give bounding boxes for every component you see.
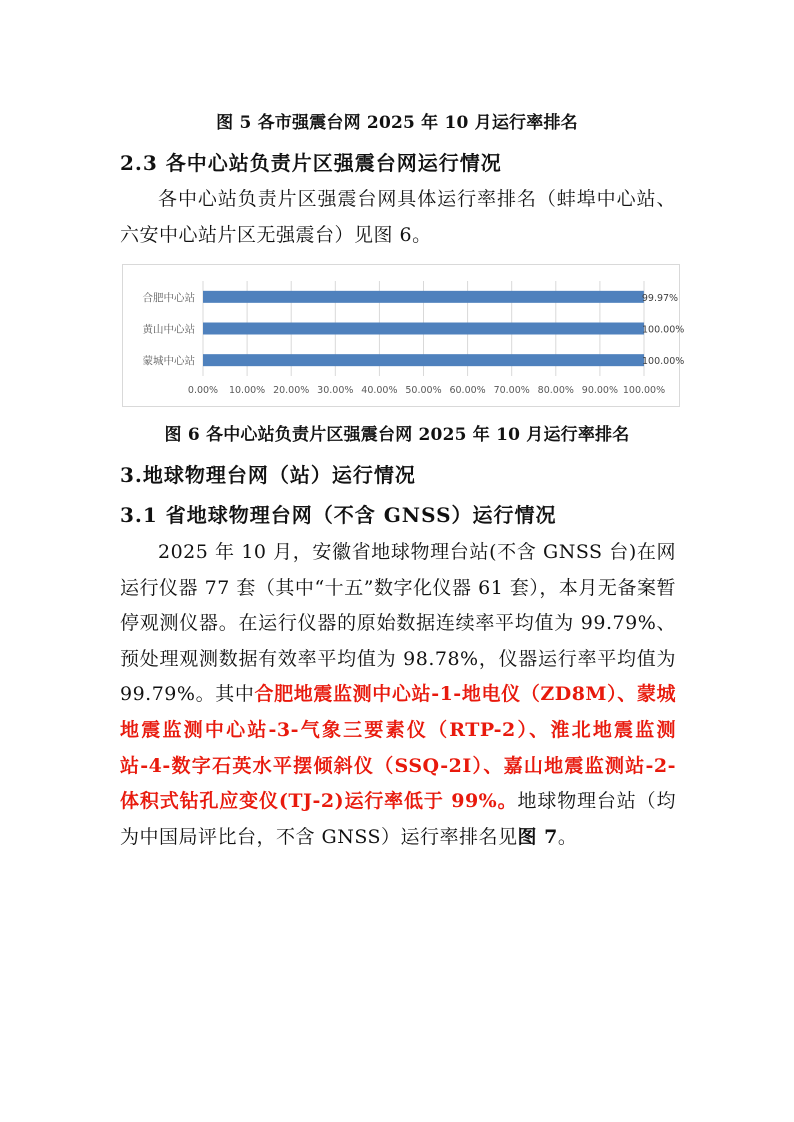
- paragraph-text: 2025 年 10 月，安徽省地球物理台站(不含 GNSS 台)在网运行仪器 77 套（其中“十五”数字化仪器 61 套），本月无备案暂停观测仪器。在运行仪器的原始数据连续率平均值为 99.79%、预处理观测数据有效率平均值为 98.78%，仪器运行率平均值为 99.79%。其中: [120, 541, 676, 706]
- paragraph-tail: 地球物理台站（均为中国局评比台，不含 GNSS）运行率排名见: [120, 790, 676, 848]
- section-3-1-paragraph: [120, 535, 676, 855]
- section-2-3-heading: 2.3 各中心站负责片区强震台网运行情况: [120, 151, 502, 175]
- x-tick-label: 30.00%: [317, 385, 354, 396]
- x-tick-label: 40.00%: [361, 385, 398, 396]
- x-tick-label: 20.00%: [273, 385, 310, 396]
- figure-7-reference: 图 7: [517, 825, 558, 848]
- section-2-3-paragraph: 各中心站负责片区强震台网具体运行率排名（蚌埠中心站、六安中心站片区无强震台）见图 6。: [120, 188, 676, 246]
- x-tick-label: 70.00%: [493, 385, 530, 396]
- x-tick-label: 90.00%: [581, 385, 619, 396]
- data-label: 100.00%: [642, 356, 685, 368]
- x-tick-label: 80.00%: [537, 385, 574, 396]
- section-3-1-heading: 3.1 省地球物理台网（不含 GNSS）运行情况: [120, 503, 557, 527]
- x-tick-label: 10.00%: [228, 385, 266, 396]
- data-label: 100.00%: [642, 324, 685, 336]
- bar: [203, 323, 644, 335]
- paragraph-end: 。: [557, 825, 578, 848]
- bar-chart-svg: [123, 265, 685, 406]
- x-tick-label: 60.00%: [449, 385, 486, 396]
- data-label: 99.97%: [641, 292, 679, 304]
- x-tick-label: 50.00%: [405, 385, 442, 396]
- center-station-runrate-chart: [122, 264, 685, 407]
- low-runrate-instruments: 合肥地震监测中心站-1-地电仪（ZD8M）、蒙城地震监测中心站-3-气象三要素仪（RTP-2）、淮北地震监测站-4-数字石英水平摆倾斜仪（SSQ-2I）、嘉山地震监测站-2-体积式钻孔应变仪(TJ-2)运行率低于 99%。: [120, 683, 676, 813]
- bar: [203, 291, 644, 303]
- category-label: 蒙城中心站: [142, 355, 195, 368]
- section-3-heading: 3.地球物理台网（站）运行情况: [120, 463, 416, 487]
- figure-6-caption: 图 6 各中心站负责片区强震台网 2025 年 10 月运行率排名: [164, 425, 630, 445]
- bar: [203, 354, 644, 366]
- category-label: 合肥中心站: [142, 291, 195, 304]
- category-label: 黄山中心站: [142, 323, 195, 336]
- x-tick-label: 0.00%: [187, 385, 219, 396]
- figure-5-caption: 图 5 各市强震台网 2025 年 10 月运行率排名: [216, 113, 578, 133]
- x-tick-label: 100.00%: [622, 385, 666, 396]
